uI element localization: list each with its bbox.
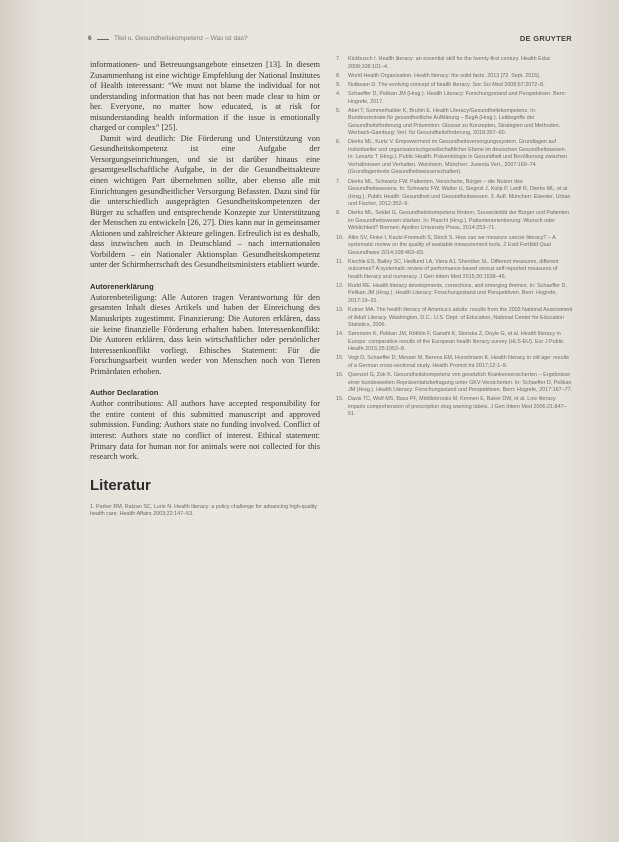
body-paragraph-2: Damit wird deutlich: Die Förderung und Unterstützung von Gesundheitskompetenz ist eine Aufgabe der Versorgungseinrichtungen, und sie ist darüber hinaus eine gesamtgesellschaftliche Aufgabe, in der die Gesundheitsakteure einen wichtigen Part übernehmen sollte, aber ebenso alle mit Einrichtungen gesundheitlicher Versorgung Befassten. Dazu sind für die unterschiedlich ausgeprägten Gesundheitskompetenzen der Bürger zu schaffen und entsprechende Konzepte zur Unterstützung der Menschen zu entwickeln [26, 27]. Dies kann nur in gemeinsamer Aktionen und zahlreicher Akteure gelingen. Erfreulich ist es deshalb, dass inzwischen auch in Deutschland – nach internationalen Vorbildern – ein Nationaler Aktionsplan Gesundheitskompetenz unter der Schirmherrschaft des Gesundheitsministers etabliert wurde. xyxy=(90,133,320,270)
reference-item: 16. Quenzel G, Zok K. Gesundheitskompetenz von gesetzlich Krankenversicherten – Ergebnisse einer bundesweiten Repräsentativbefragung unter GKV-Versicherten. In: Schaeffer D, Pelikan JM (Hrsg.). Health Literacy: Forschungsstand und Perspektiven. Bern: Hogrefe, 2017:167–77. xyxy=(336,372,573,394)
page-number: 6 xyxy=(88,35,92,42)
page-header xyxy=(88,34,572,48)
body-paragraph-1: informationen- und Betreuungsangebote einsetzen [13]. In diesem Zusammenhang ist eine wichtige Empfehlung der National Institutes of Health interessant: “We must not blame the individual for not understanding information that has not been made clear to him or her. Everyone, no matter how educated, is at risk for misunderstanding health information if the issue is emotionally charged or complex” [25]. xyxy=(90,60,320,133)
reference-item: 14. Sørensen K, Pelikan JM, Röthlin F, Ganahl K, Slonska Z, Doyle G, et al. Health literacy in Europe: comparative results of the European health literacy survey (HLS-EU). Eur J Public Health 2015;25:1053–8. xyxy=(336,331,564,353)
reference-item: 13. Kutner MA. The health literacy of America’s adults: results from the 2003 National Assessment of Adult Literacy. Washington, D.C.: U.S. Dept. of Education, National Center for Education Statistics, 2006. xyxy=(336,307,573,329)
reference-item: 8. World Health Organization. Health literacy: the solid facts. 2013 [72. Sept. 2015]. xyxy=(336,72,541,79)
publisher-logo: DE GRUYTER xyxy=(519,34,572,43)
reference-1: 1. Parker RM, Ratzan SC, Lurie N. Health literacy: a policy challenge for advancing high-quality health care. Health Affairs 2003;22:147–53. xyxy=(90,503,318,518)
author-declaration-text: Author contributions: All authors have accepted responsibility for the entire content of this submitted manuscript and approved submission. Funding: Authors state no funding involved. Conflict of interest: Authors state no conflict of interest. Ethical statement: Primary data for human nor for animals were not collected for this research work. xyxy=(90,399,320,462)
reference-item: 11. Kiechle ES, Bailey SC, Hedlund LA, Viera AJ, Sheridan SL. Different measures, different outcomes? A systematic review of performance-based versus self-reported measures of health literacy and numeracy. J Gen Intern Med 2015;30:1538–46. xyxy=(336,258,559,280)
reference-list xyxy=(336,56,573,421)
running-title: Titel u. Gesundheitskompetenz – Was ist das? xyxy=(114,35,248,42)
reference-item: 12. Rudd RE. Health literacy developments, corrections, and emerging themes. In: Schaeffer D, Pelikan JM (Hrsg.). Health Literacy: Forschungsstand und Perspektiven. Bern: Hogrefe, 2017:19–31. xyxy=(336,282,567,304)
reference-item: 6. Dierks ML, Kurtz V. Empowerment im Gesundheitsversorgungssystem. Grundlagen auf Individueller und organisatorischgesellschaftlicher Ebene im deutschen Gesundheitswesen. In: Lenartz T (Hrsg.). Public Health: Präventologie in Gesundheit und Bevölkerung zwischen Verhältnissen und Verhalten. Weinheim, München: Juventa Verl., 2007:160–74 (Grundlagentexte Gesundheitswissenschaften). xyxy=(336,139,568,176)
section-heading-autorenerklaerung: Autorenerklärung xyxy=(90,281,154,291)
reference-item: 4. Schaeffer D, Pelikan JM (Hrsg.). Health Literacy: Forschungsstand und Perspektiven. Bern: Hogrefe, 2017. xyxy=(336,91,567,105)
reference-item: 15. Vogt D, Schaeffer D, Messer M, Berens EM, Hurrelmann K. Health literacy in old age: results of a German cross-sectional study. Health Promot Int 2017;12:1–9. xyxy=(336,355,570,369)
section-heading-author-declaration: Author Declaration xyxy=(90,388,159,398)
autorenerklaerung-text: Autorenbeteiligung: Alle Autoren tragen Verantwortung für den gesamten Inhalt dieses Artikels und haben der Einreichung des Manuskripts zugestimmt. Finanzierung: Die Autoren erklären, dass sie keine finanzielle Förderung erhalten haben. Interessenkonflikt: Die Autoren erklären, dass kein wirtschaftlicher oder persönlicher Interessenkonflikt vorliegt. Ethisches Statement: Für die Forschungsarbeit wurden weder von Menschen noch von Tieren Primärdaten erhoben. xyxy=(90,292,320,376)
reference-item: 10. Altin SV, Finke I, Kautz-Freimuth S, Stock S. How can we measure cancer literacy? – A systematic review on the quality of available measurement tools. Z Evid Fortbild Qual Gesundhwes 2014;108:463–83. xyxy=(336,234,556,256)
reference-item: 7. Kickbusch I. Health literacy: an essential skill for the twenty-first century. Health Educ 2008;108:101–4. xyxy=(336,56,551,70)
reference-item: 8. Dierks ML, Seidel G. Gesundheitskompetenz fördern, Souveränität der Bürger und Patienten im Gesundheitswesen stärken. In: Plaschl (Hrsg.). Patientenorientierung: Wunsch oder Wirklichkeit? Bremen: Apollon University Press, 2014:253–71. xyxy=(336,210,570,232)
header-rule xyxy=(97,39,109,40)
reference-item: 7. Dierks ML, Schwartz FW. Patienten, Versicherte, Bürger – die Nutzer des Gesundheitswesens. In: Schwartz FW, Walter U, Siegrist J, Kolip P, Leidl R, Dierks ML, et al. (Hrsg.). Public Health: Gesundheit und Gesundheitswesen. 3. Aufl. München: Elsevier, Urban und Fischer, 2012:352–9. xyxy=(336,178,571,208)
left-column xyxy=(90,60,320,519)
literatur-heading: Literatur xyxy=(90,476,151,494)
reference-item: 15. Davis TC, Wolf MS, Bass PF, Middlebrooks M, Kennen E, Baker DW, et al. Low literacy impairs comprehension of prescription drug warning labels. J Gen Intern Med 2006;21:847–51. xyxy=(336,396,567,418)
reference-item: 9. Nutbeam D. The evolving concept of health literacy. Soc Sci Med 2008;67:2072–8. xyxy=(336,81,545,88)
reference-item: 5. Abel T, Sommerhalder K, Bruhin E. Health Literacy/Gesundheitskompetenz. In: Bundeszentrale für gesundheitliche Aufklärung – BzgA (Hrsg.). Leitbegriffe der Gesundheitsförderung und Prävention: Glossar zu Konzepten, Strategien und Methoden. Werbach-Gamburg: Verl. für Gesundheitsförderung, 2018:357–60. xyxy=(336,107,561,137)
